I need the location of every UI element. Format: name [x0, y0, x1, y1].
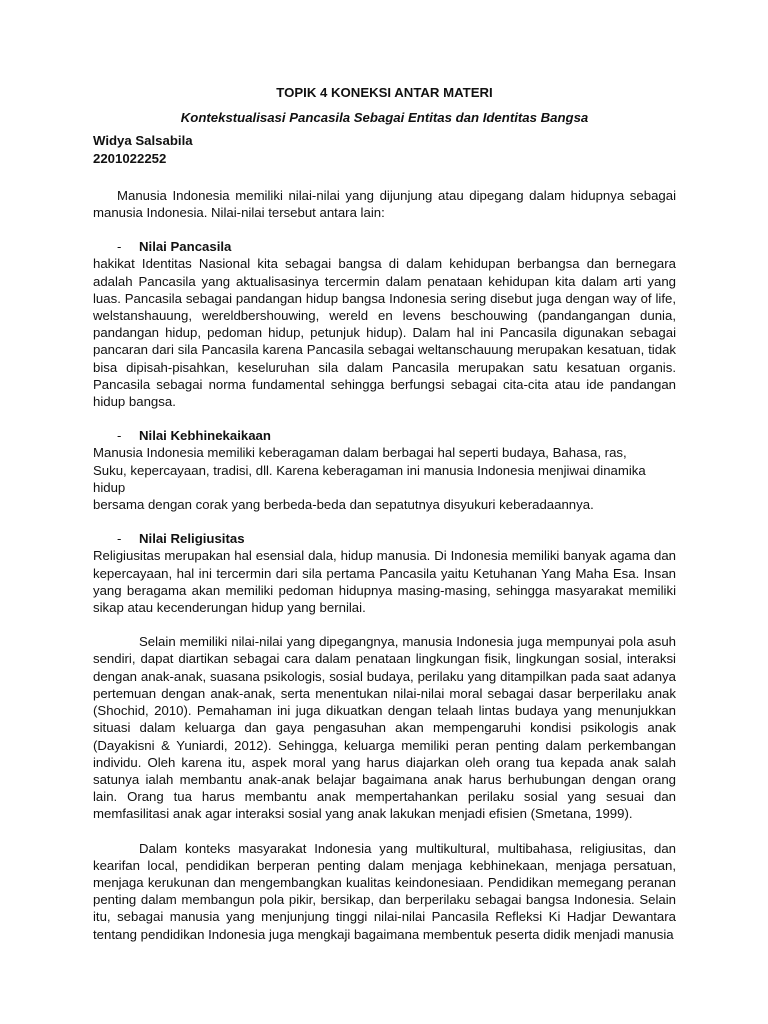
section-body-kebhinekaan [93, 444, 676, 513]
body-line: Manusia Indonesia memiliki keberagaman dalam berbagai hal seperti budaya, Bahasa, ras, [93, 445, 627, 461]
spacer [93, 616, 676, 633]
section-heading-label: Nilai Religiusitas [139, 531, 245, 547]
body-paragraph-parenting: Selain memiliki nilai-nilai yang dipegangnya, manusia Indonesia juga mempunyai pola asuh sendiri, dapat diartikan sebagai cara dalam penataan lingkungan fisik, lingkungan sosial, interaksi dengan anak-anak, suasana psikologis, sosial budaya, perilaku yang ditampilkan pada saat adanya pertemuan dengan anak-anak, serta menentukan nilai-nilai moral sebagai dasar berperilaku anak (Shochid, 2010). Pemahaman ini juga dikuatkan dengan telaah lintas budaya yang menunjukkan situasi dalam keluarga dan gaya pengasuhan akan mempengaruhi kondisi psikologis anak (Dayakisni & Yuniardi, 2012). Sehingga, keluarga memiliki peran penting dalam perkembangan individu. Oleh karena itu, aspek moral yang harus diajarkan oleh orang tua kepada anak salah satunya ialah membantu anak-anak belajar bagaimana anak harus berhubungan dengan orang lain. Orang tua harus membantu anak mempertahankan perilaku sosial yang sesuai dan memfasilitasi anak agar interaksi sosial yang anak lakukan menjadi efisien (Smetana, 1999). [93, 634, 676, 822]
page-title: TOPIK 4 KONEKSI ANTAR MATERI [276, 85, 493, 100]
author-name: Widya Salsabila [93, 133, 193, 149]
section-heading-pancasila [93, 238, 676, 255]
intro-paragraph: Manusia Indonesia memiliki nilai-nilai yang dijunjung atau dipegang dalam hidupnya sebagai manusia Indonesia. Nilai-nilai tersebut antara lain: [93, 187, 676, 221]
student-id: 2201022252 [93, 150, 167, 166]
section-heading-kebhinekaan [93, 427, 676, 444]
body-line: bersama dengan corak yang berbeda-beda dan sepatutnya disyukuri keberadaannya. [93, 497, 594, 513]
spacer [93, 221, 676, 238]
section-heading-religiusitas [93, 530, 676, 547]
body-line: Suku, kepercayaan, tradisi, dll. Karena keberagaman ini manusia Indonesia menjiwai dinamika hidup [93, 462, 646, 495]
bullet-dash: - [117, 239, 122, 255]
page-subtitle: Kontekstualisasi Pancasila Sebagai Entitas dan Identitas Bangsa [180, 110, 589, 126]
spacer [93, 410, 676, 427]
body-paragraph-education: Dalam konteks masyarakat Indonesia yang multikultural, multibahasa, religiusitas, dan kearifan local, pendidikan berperan penting dalam menjaga kebhinekaan, menjaga persatuan, menjaga kerukunan dan mengembangkan kualitas keindonesiaan. Pendidikan memegang peranan penting dalam membangun pola pikir, bersikap, dan berperilaku sebagai bangsa Indonesia. Selain itu, sebagai manusia yang menjunjung tinggi nilai-nilai Pancasila Refleksi Ki Hadjar Dewantara tentang pendidikan Indonesia juga mengkaji bagaimana membentuk peserta didik menjadi manusia [93, 840, 676, 942]
bullet-dash: - [117, 531, 122, 547]
section-body-religiusitas: Religiusitas merupakan hal esensial dala, hidup manusia. Di Indonesia memiliki banyak agama dan kepercayaan, hal ini tercermin dari sila pertama Pancasila yaitu Ketuhanan Yang Maha Esa. Insan yang beragama akan memiliki pedoman hidupnya masing-masing, sehingga masyarakat memiliki sikap atau kecenderungan hidup yang bernilai. [93, 548, 676, 616]
section-body-pancasila: hakikat Identitas Nasional kita sebagai bangsa di dalam kehidupan berbangsa dan bernegara adalah Pancasila yang aktualisasinya tercermin dalam penataan kehidupan kita dalam arti yang luas. Pancasila sebagai pandangan hidup bangsa Indonesia sering disebut juga dengan way of life, welstanshauung, wereldbershouwing, wereld en levens beschouwing (pandangangan dunia, pandangan hidup, pedoman hidup, petunjuk hidup). Dalam hal ini Pancasila digunakan sebagai pancaran dari sila Pancasila karena Pancasila sebagai weltanschauung merupakan kesatuan, tidak bisa dipisah-pisahkan, keseluruhan sila dalam Pancasila merupakan satu kesatuan organis. Pancasila sebagai norma fundamental sehingga berfungsi sebagai cita-cita atau ide pandangan hidup bangsa. [93, 256, 676, 410]
section-heading-label: Nilai Kebhinekaikaan [139, 428, 271, 444]
spacer [93, 513, 676, 530]
bullet-dash: - [117, 428, 122, 444]
section-heading-label: Nilai Pancasila [139, 239, 232, 255]
spacer [93, 823, 676, 840]
